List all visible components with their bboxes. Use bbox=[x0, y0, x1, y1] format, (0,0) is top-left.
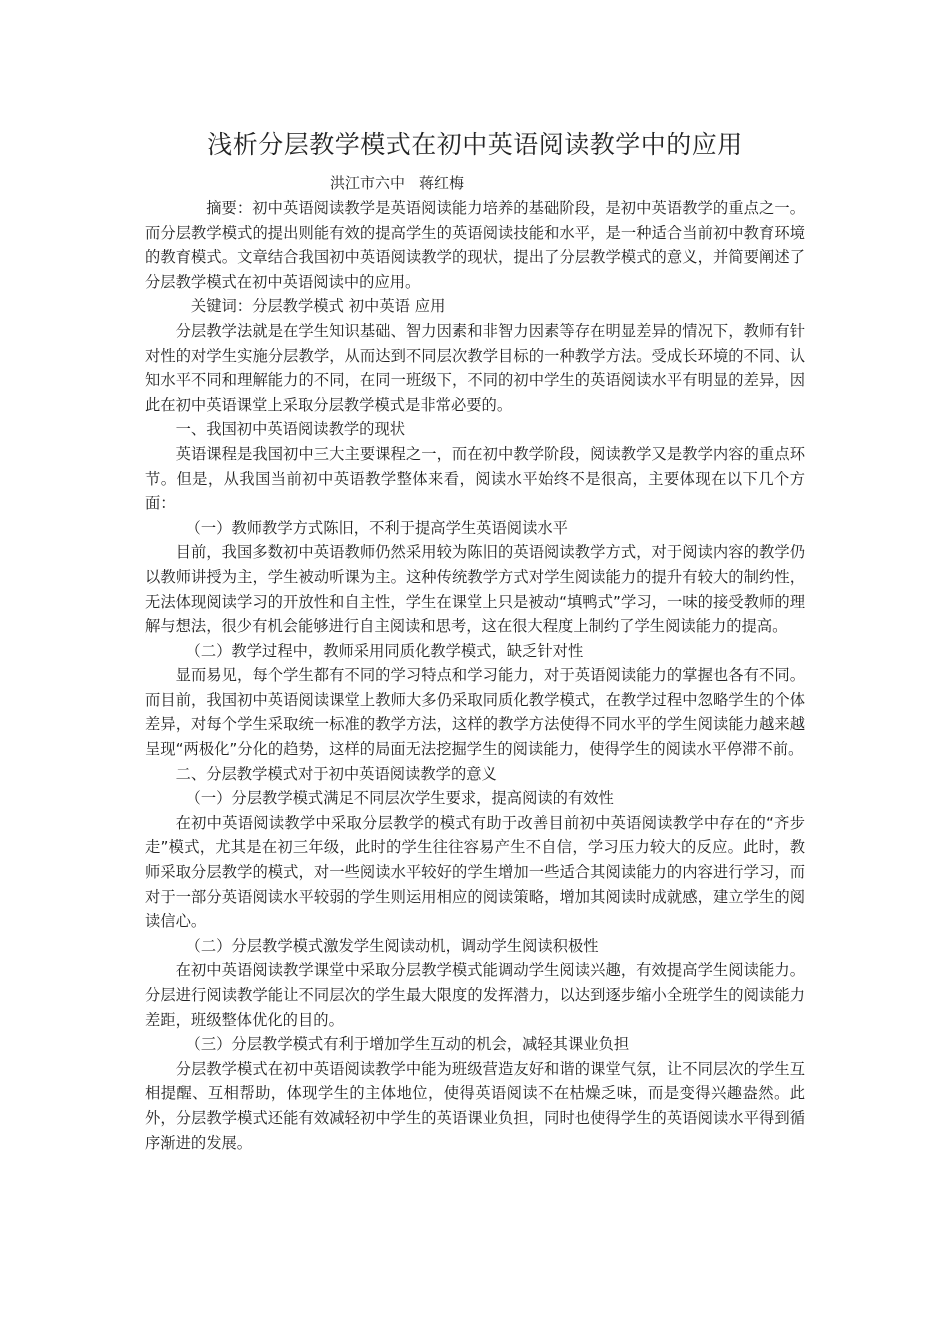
keywords-line: 关键词：分层教学模式 初中英语 应用 bbox=[190, 297, 446, 316]
document-title: 浅析分层教学模式在初中英语阅读教学中的应用 bbox=[207, 130, 743, 159]
author-name: 蒋红梅 bbox=[419, 174, 465, 192]
section1-sub1-paragraph: 目前，我国多数初中英语教师仍然采用较为陈旧的英语阅读教学方式，对于阅读内容的教学仍以教师讲授为主，学生被动听课为主。这种传统教学方式对学生阅读能力的提升有较大的制约性，无法体现阅读学习的开放性和自主性，学生在课堂上只是被动“填鸭式”学习，一味的接受教师的理解与想法，很少有机会能够进行自主阅读和思考，这在很大程度上制约了学生阅读能力的提高。 bbox=[145, 543, 805, 636]
abstract-paragraph: 摘要：初中英语阅读教学是英语阅读能力培养的基础阶段，是初中英语教学的重点之一。而分层教学模式的提出则能有效的提高学生的英语阅读技能和水平，是一种适合当前初中教育环境的教育模式。文章结合我国初中英语阅读教学的现状，提出了分层教学模式的意义，并简要阐述了分层教学模式在初中英语阅读中的应用。 bbox=[145, 199, 805, 291]
section2-sub3-paragraph: 分层教学模式在初中英语阅读教学中能为班级营造友好和谐的课堂气氛，让不同层次的学生互相提醒、互相帮助，体现学生的主体地位，使得英语阅读不在枯燥乏味，而是变得兴趣盎然。此外，分层教学模式还能有效减轻初中学生的英语课业负担，同时也使得学生的英语阅读水平得到循序渐进的发展。 bbox=[145, 1059, 805, 1152]
intro-paragraph: 分层教学法就是在学生知识基础、智力因素和非智力因素等存在明显差异的情况下，教师有针对性的对学生实施分层教学，从而达到不同层次教学目标的一种教学方法。受成长环境的不同、认知水平不同和理解能力的不同，在同一班级下，不同的初中学生的英语阅读水平有明显的差异，因此在初中英语课堂上采取分层教学模式是非常必要的。 bbox=[145, 321, 805, 414]
section1-heading: 一、我国初中英语阅读教学的现状 bbox=[175, 420, 406, 439]
section2-sub3-heading: （三）分层教学模式有利于增加学生互动的机会，减轻其课业负担 bbox=[185, 1035, 630, 1054]
section2-sub2-paragraph: 在初中英语阅读教学课堂中采取分层教学模式能调动学生阅读兴趣，有效提高学生阅读能力。分层进行阅读教学能让不同层次的学生最大限度的发挥潜力，以达到逐步缩小全班学生的阅读能力差距，班级整体优化的目的。 bbox=[145, 961, 805, 1029]
section1-sub2-heading: （二）教学过程中，教师采用同质化教学模式，缺乏针对性 bbox=[185, 641, 584, 660]
section1-paragraph: 英语课程是我国初中三大主要课程之一，而在初中教学阶段，阅读教学又是教学内容的重点环节。但是，从我国当前初中英语教学整体来看，阅读水平始终不是很高，主要体现在以下几个方面： bbox=[145, 444, 805, 513]
section1-sub2-paragraph: 显而易见，每个学生都有不同的学习特点和学习能力，对于英语阅读能力的掌握也各有不同。而目前，我国初中英语阅读课堂上教师大多仍采取同质化教学模式，在教学过程中忽略学生的个体差异，对每个学生采取统一标准的教学方法，这样的教学方法使得不同水平的学生阅读能力越来越呈现“两极化”分化的趋势，这样的局面无法挖掘学生的阅读能力，使得学生的阅读水平停滞不前。 bbox=[145, 666, 805, 759]
section2-sub1-paragraph: 在初中英语阅读教学中采取分层教学的模式有助于改善目前初中英语阅读教学中存在的“齐步走”模式，尤其是在初三年级，此时的学生往往容易产生不自信，学习压力较大的反应。此时，教师采取分层教学的模式，对一些阅读水平较好的学生增加一些适合其阅读能力的内容进行学习，而对于一部分英语阅读水平较弱的学生则运用相应的阅读策略，增加其阅读时成就感，建立学生的阅读信心。 bbox=[145, 813, 805, 931]
section2-sub1-heading: （一）分层教学模式满足不同层次学生要求，提高阅读的有效性 bbox=[185, 789, 614, 808]
section1-sub1-heading: （一）教师教学方式陈旧，不利于提高学生英语阅读水平 bbox=[185, 518, 568, 537]
author-school: 洪江市六中 bbox=[330, 174, 406, 192]
section2-heading: 二、分层教学模式对于初中英语阅读教学的意义 bbox=[175, 764, 497, 783]
author-line bbox=[145, 172, 805, 194]
section2-sub2-heading: （二）分层教学模式激发学生阅读动机，调动学生阅读积极性 bbox=[185, 936, 599, 955]
document-page bbox=[145, 128, 805, 1155]
